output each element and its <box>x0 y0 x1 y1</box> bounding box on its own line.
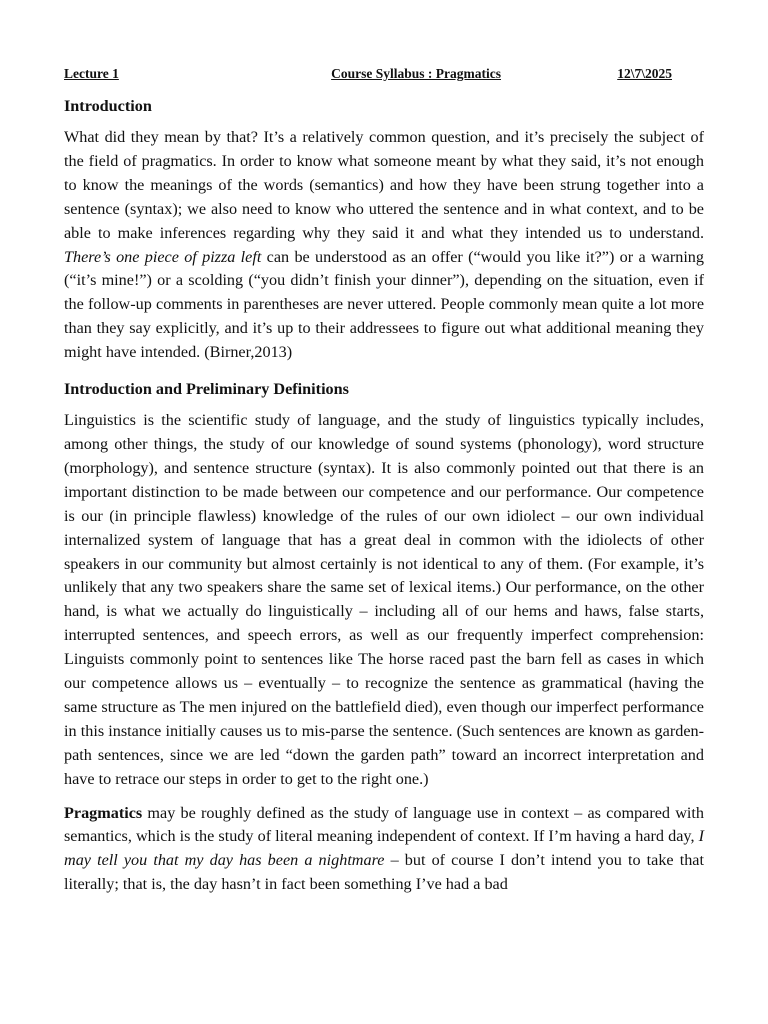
header-lecture: Lecture 1 <box>64 66 119 81</box>
italic-example: There’s one piece of pizza left <box>64 247 262 266</box>
paragraph-introduction <box>64 126 704 365</box>
italic-example: I may tell you that my day has been a nightmare <box>64 827 704 870</box>
section-heading-preliminary-definitions: Introduction and Preliminary Definitions <box>64 380 349 399</box>
paragraph-text: may be roughly defined as the study of language use in context – as compared with semantics, which is the study of literal meaning independent of context. If I’m having a hard day, <box>64 803 704 846</box>
paragraph-text: – but of course I don’t intend you to take that literally; that is, the day hasn’t in fact been something I’ve had a bad <box>64 851 704 894</box>
bold-term: Pragmatics <box>64 803 143 822</box>
paragraph-pragmatics <box>64 802 704 898</box>
paragraph-linguistics: Linguistics is the scientific study of language, and the study of linguistics typically includes, among other things, the study of our knowledge of sound systems (phonology), word structure (morphology), and sentence structure (syntax). It is also commonly pointed out that there is an important distinction to be made between our competence and our performance. Our competence is our (in principle flawless) knowledge of the rules of our own idiolect – our own individual internalized system of language that has a great deal in common with the idiolects of other speakers in our community but almost certainly is not identical to any of them. (For example, it’s unlikely that any two speakers share the same set of lexical items.) Our performance, on the other hand, is what we actually do linguistically – including all of our hems and haws, false starts, interrupted sentences, and speech errors, as well as our frequently imperfect comprehension: Linguists commonly point to sentences like The horse raced past the barn fell as cases in which our competence allows us – eventually – to recognize the sentence as grammatical (having the same structure as The men injured on the battlefield died), even though our imperfect performance in this instance initially causes us to mis-parse the sentence. (Such sentences are known as garden-path sentences, since we are led “down the garden path” toward an incorrect interpretation and have to retrace our steps in order to get to the right one.) <box>64 411 704 788</box>
paragraph-text: What did they mean by that? It’s a relatively common question, and it’s precisely the subject of the field of pragmatics. In order to know what someone meant by what they said, it’s not enough to know the meanings of the words (semantics) and how they have been strung together into a sentence (syntax); we also need to know who uttered the sentence and in what context, and to be able to make inferences regarding why they said it and what they intended us to understand. <box>64 128 704 242</box>
page-header <box>64 66 672 82</box>
header-course-title: Course Syllabus : Pragmatics <box>331 66 501 81</box>
header-date: 12\7\2025 <box>617 66 672 81</box>
paragraph-text: can be understood as an offer (“would you like it?”) or a warning (“it’s mine!”) or a scolding (“you didn’t finish your dinner”), depending on the situation, even if the follow-up comments in parentheses are never uttered. People commonly mean quite a lot more than they say explicitly, and it’s up to their addressees to figure out what additional meaning they might have intended. (Birner,2013) <box>64 247 704 362</box>
section-heading-introduction: Introduction <box>64 97 152 115</box>
